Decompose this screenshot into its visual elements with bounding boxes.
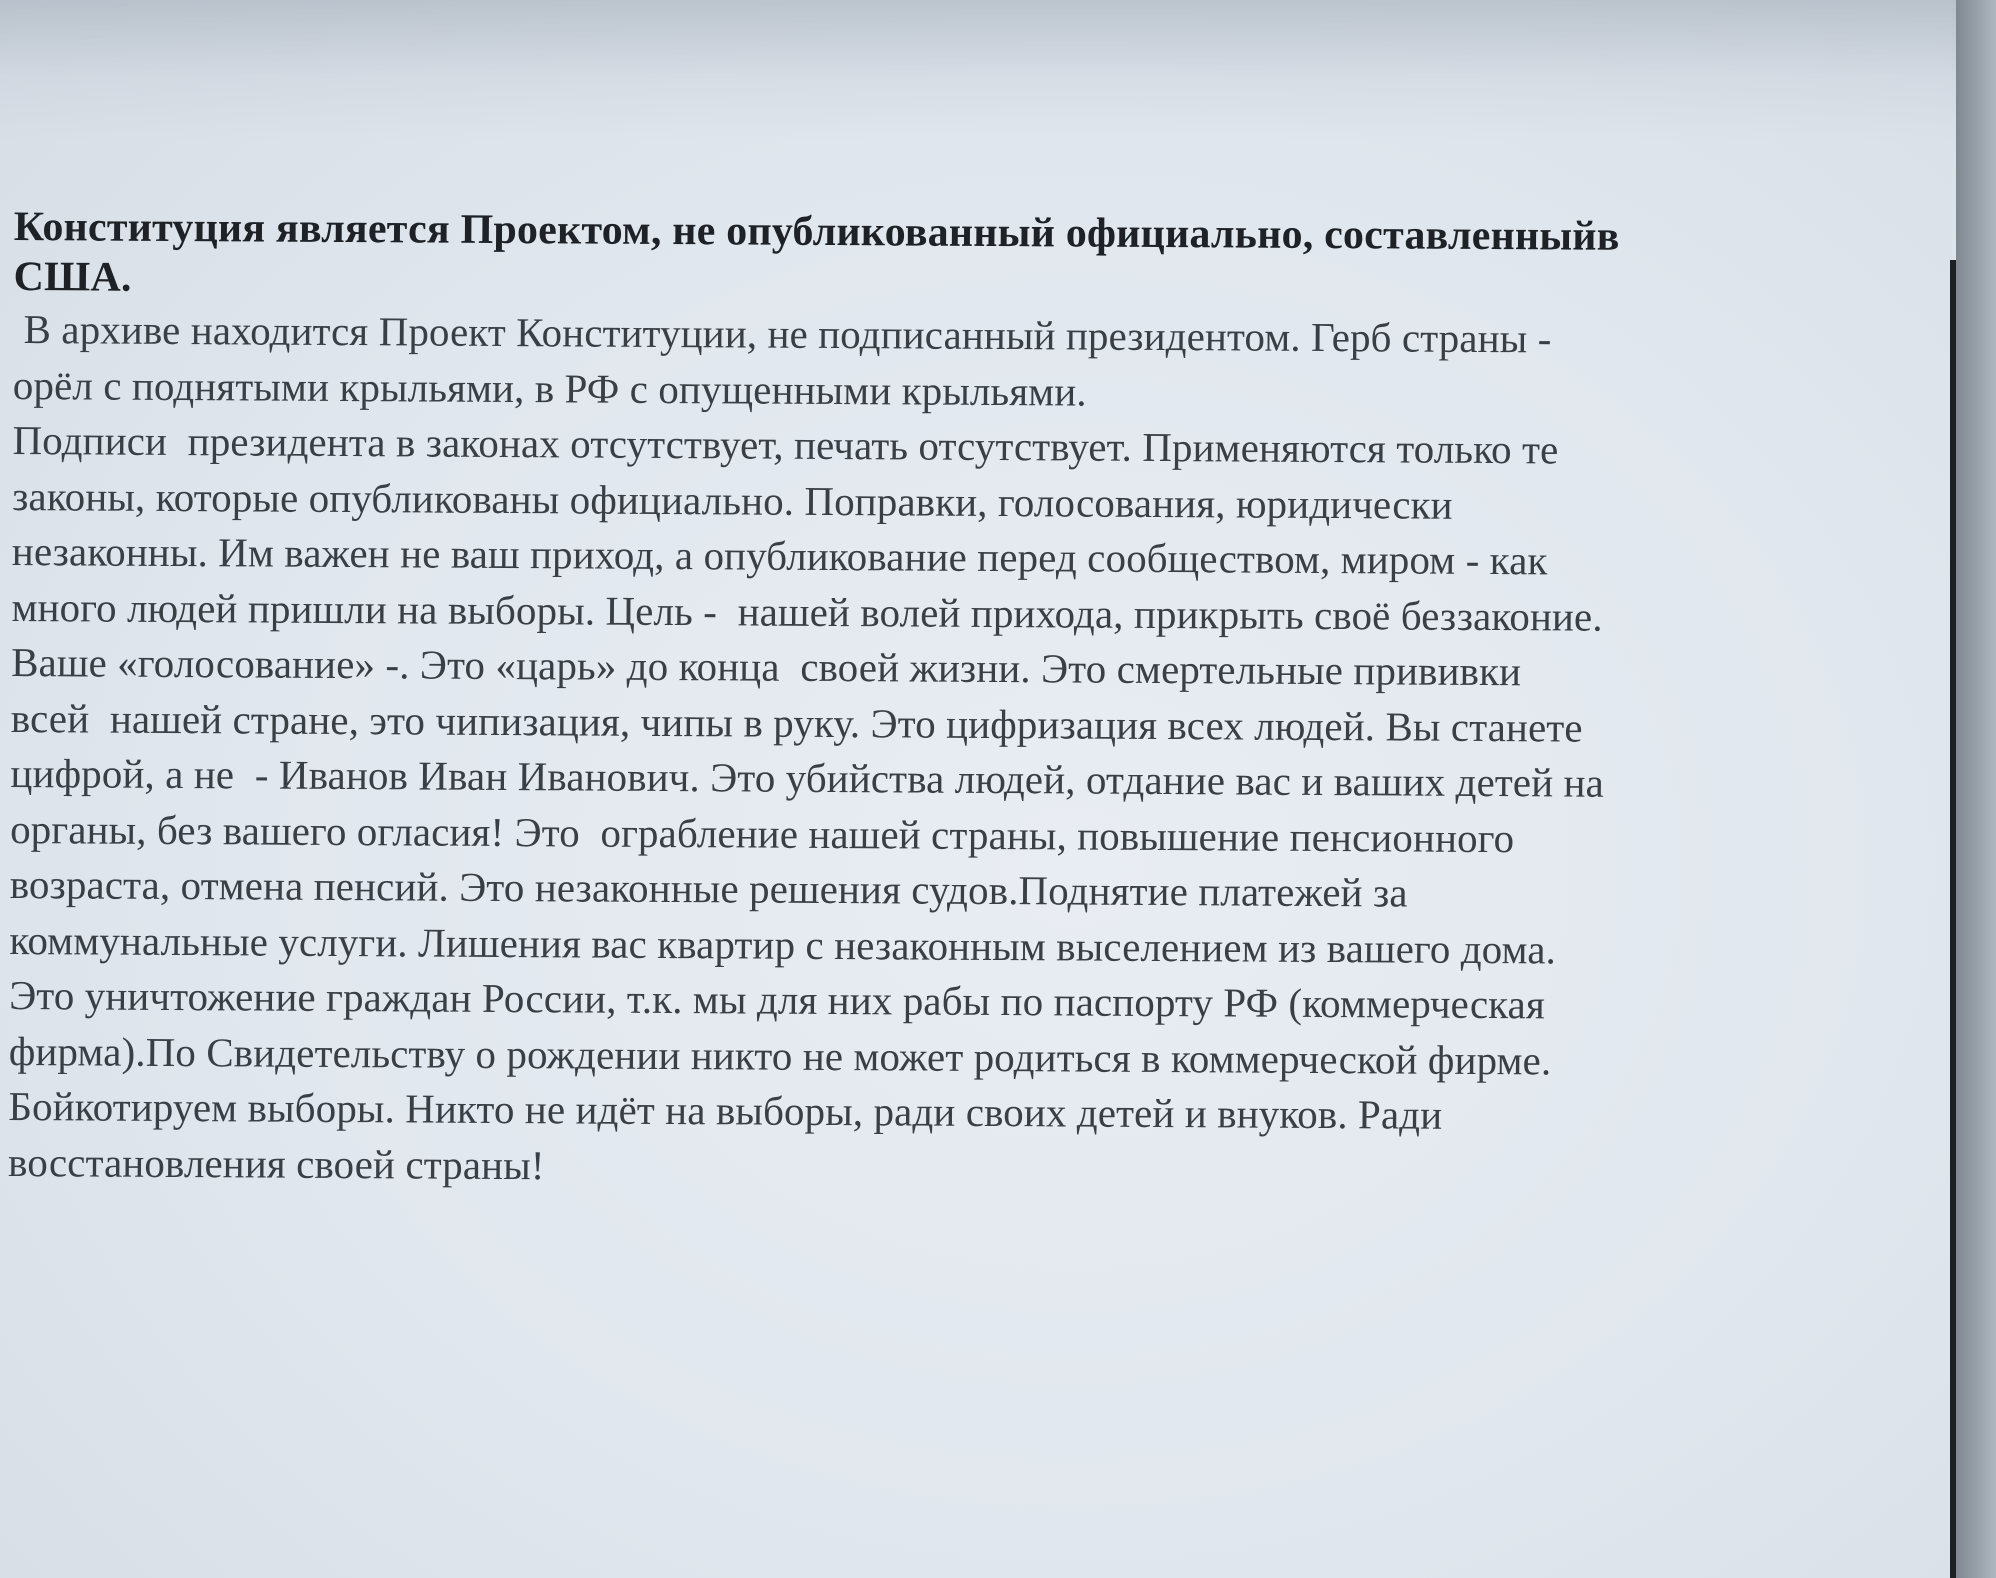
body-line: законы, которые опубликованы официально. Поправки, голосования, юридически xyxy=(12,472,1453,528)
body-line: много людей пришли на выборы. Цель - нашей волей прихода, прикрыть своё беззаконие. xyxy=(11,583,1603,640)
background-surface xyxy=(1956,0,1996,1578)
notice-heading xyxy=(13,202,1894,313)
body-line: Бойкотируем выборы. Никто не идёт на выборы, ради своих детей и внуков. Ради xyxy=(8,1082,1443,1138)
body-line: возраста, отмена пенсий. Это незаконные решения судов.Поднятие платежей за xyxy=(9,860,1408,916)
notice-text xyxy=(8,202,1894,1201)
top-shadow xyxy=(0,0,1996,140)
heading-line: Конституция является Проектом, не опубликованный официально, составленныйв xyxy=(13,203,1620,260)
notice-body xyxy=(8,302,1893,1201)
body-line: Это уничтожение граждан России, т.к. мы для них рабы по паспорту РФ (коммерческая xyxy=(9,971,1546,1028)
body-line: цифрой, а не - Иванов Иван Иванович. Это убийства людей, отдание вас и ваших детей на xyxy=(10,749,1605,806)
body-line: В архиве находится Проект Конституции, не подписанный президентом. Герб страны - xyxy=(13,305,1552,362)
body-line: орёл с поднятыми крыльями, в РФ с опущенными крыльями. xyxy=(12,361,1087,415)
body-line: всей нашей стране, это чипизация, чипы в руку. Это цифризация всех людей. Вы станете xyxy=(10,694,1583,751)
body-line: Ваше «голосование» -. Это «царь» до конца своей жизни. Это смертельные прививки xyxy=(11,638,1522,695)
body-line: фирма).По Свидетельству о рождении никто не может родиться в коммерческой фирме. xyxy=(8,1027,1552,1083)
body-line: восстановления своей страны! xyxy=(7,1138,545,1188)
body-line: органы, без вашего огласия! Это ограбление нашей страны, повышение пенсионного xyxy=(10,805,1515,861)
body-line: Подписи президента в законах отсутствует, печать отсутствует. Применяются только те xyxy=(12,416,1559,473)
heading-line: США. xyxy=(13,253,132,301)
body-line: незаконны. Им важен не ваш приход, а опубликование перед сообществом, миром - как xyxy=(11,527,1548,584)
body-line: коммунальные услуги. Лишения вас квартир с незаконным выселением из вашего дома. xyxy=(9,916,1557,972)
